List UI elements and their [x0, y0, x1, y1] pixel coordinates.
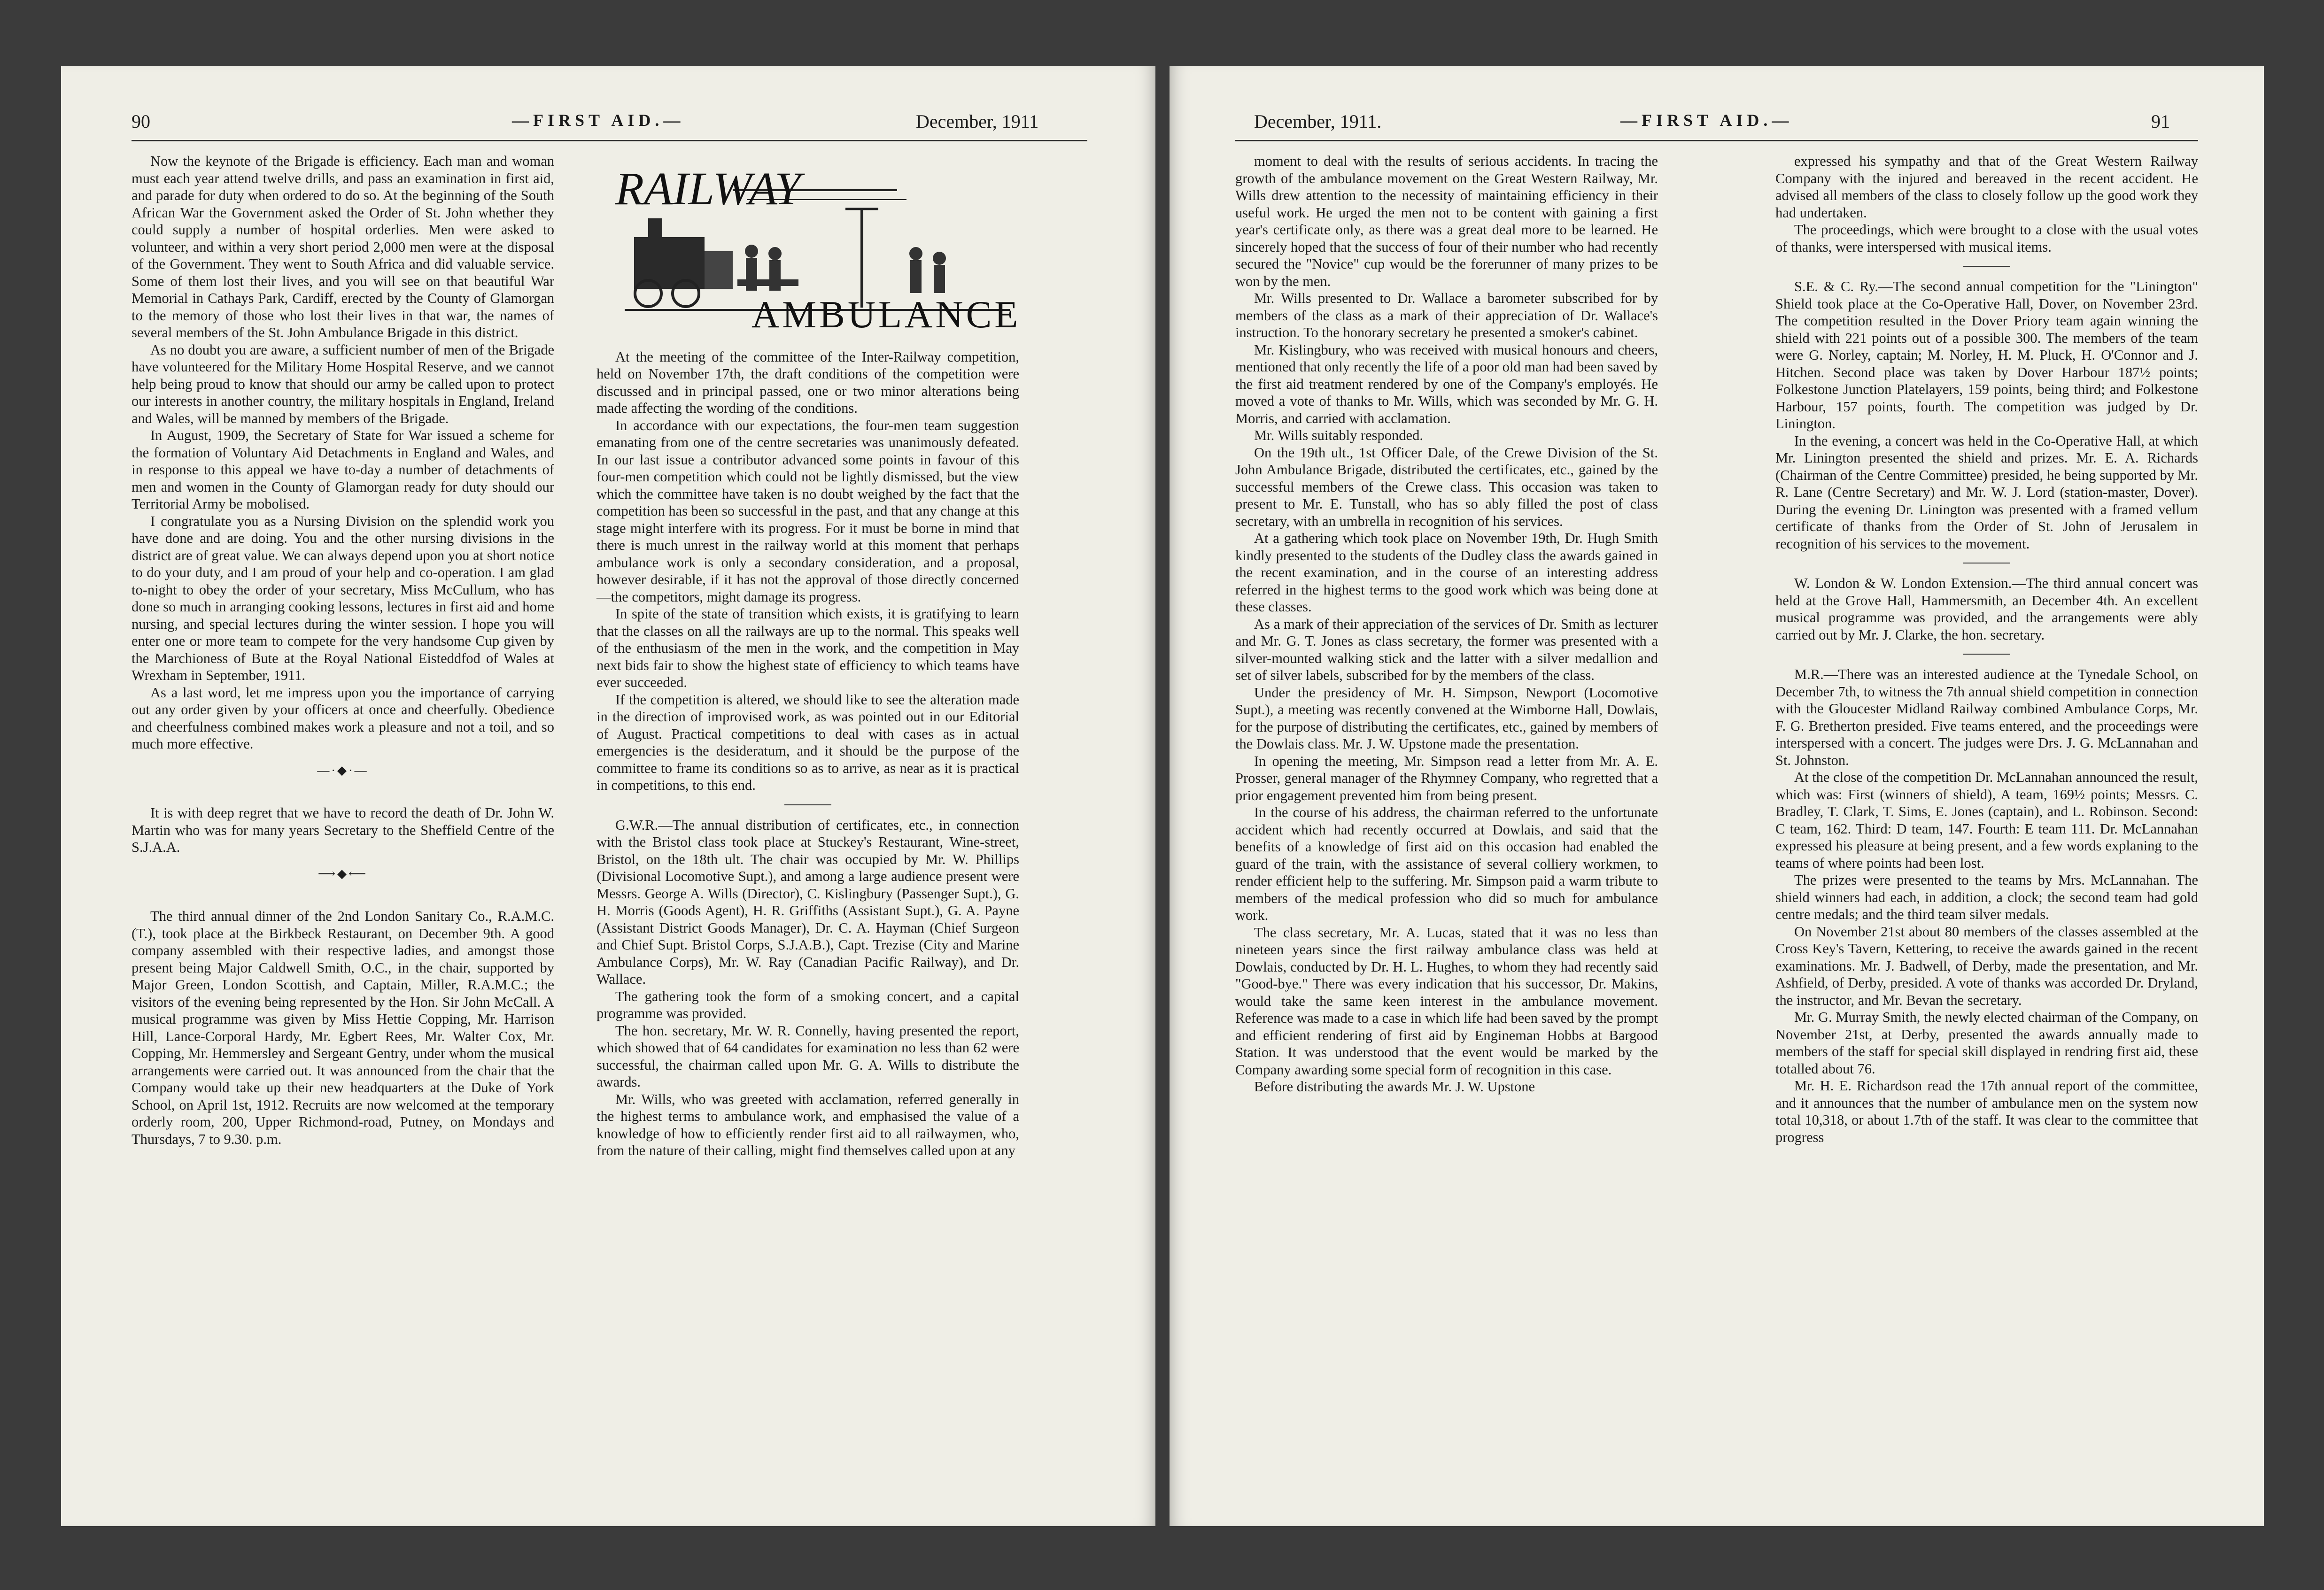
section-ornament: ⟶◆⟵: [318, 866, 368, 880]
railway-ambulance-banner: [596, 153, 1019, 340]
paragraph: I congratulate you as a Nursing Division on the splendid work you have done and are doing. You and the other nursing divisions in the district are of great value. We can always depend upon you at short notice to do your duty, and I am proud of your help and co-operation. I am glad to-night to obey the order of your secretary, Miss McCullum, who has done so much in arranging cooking lessons, lectures in first aid and home nursing, and special lectures during the winter session. I hope you will enter one or more team to compete for the very handsome Cup given by the Marchioness of Bute at the Royal National Eisteddfod of Wales at Wrexham in September, 1911.: [132, 513, 554, 683]
paragraph: W. London & W. London Extension.—The third annual concert was held at the Grove Hall, Hammersmith, an December 4th. An excellent musical programme was provided, and the arrangements were ably carried out by Mr. J. Clarke, the hon. secretary.: [1775, 575, 2198, 643]
paragraph: In the evening, a concert was held in the Co-Operative Hall, at which Mr. Linington presented the shield and prizes. Mr. E. A. Richards (Chairman of the Centre Committee) presided, he being supported by Mr. R. Lane (Centre Secretary) and Mr. W. J. Lord (station-master, Dover). During the evening Dr. Linington was presented with a framed vellum certificate of thanks from the Order of St. John of Jerusalem in recognition of his services to the movement.: [1775, 432, 2198, 552]
paragraph: The third annual dinner of the 2nd London Sanitary Co., R.A.M.C.(T.), took place at the Birkbeck Restaurant, on December 9th. A good company assembled with their respective ladies, and amongst those present being Major Caldwell Smith, O.C., in the chair, supported by Major Green, London Scottish, and Captain, Miller, R.A.M.C.; the visitors of the evening being represented by the Hon. Sir John McCall. A musical programme was given by Miss Hettie Copping, Mr. Harrison Hill, Lance-Corporal Hardy, Mr. Egbert Rees, Mr. Walter Cox, Mr. Copping, Mr. Hemmersley and Sergeant Gentry, under whom the musical arrangements were carried out. It was announced from the chair that the Company would take up their new headquarters at the Duke of York School, on April 1st, 1912. Recruits are now welcomed at the temporary orderly room, 200, Upper Richmond-road, Putney, on Mondays and Thursdays, 7 to 9.30. p.m.: [132, 908, 554, 1147]
header-rule: [1235, 140, 2198, 141]
paragraph: The gathering took the form of a smoking concert, and a capital programme was provided.: [596, 988, 1019, 1021]
banner-title-railway: RAILWAY: [615, 162, 801, 215]
right-column-1: [1235, 153, 1658, 1096]
right-column-2: [1775, 153, 2198, 1146]
paragraph: The hon. secretary, Mr. W. R. Connelly, having presented the report, which showed that of 64 candidates for examination no less than 62 were successful, the chairman called upon Mr. G. A. Wills to distribute the awards.: [596, 1022, 1019, 1090]
issue-date: December, 1911: [916, 111, 1039, 132]
section-divider: [1963, 266, 2010, 267]
paragraph: Mr. Wills suitably responded.: [1254, 427, 1423, 443]
page-number: 91: [2151, 111, 2170, 132]
paragraph: It is with deep regret that we have to record the death of Dr. John W. Martin who was for many years Secretary to the Sheffield Centre of the S.J.A.A.: [132, 805, 554, 855]
paragraph: In accordance with our expectations, the four-men team suggestion emanating from one of the centre secretaries was unanimously defeated. In our last issue a contributor advanced some points in favour of this four-men competition which could not be lightly dismissed, but the view which the committee have taken is no doubt weighed by the fact that the competition has been so successful in the past, and that any change at this stage might interfere with its progress. For it must be borne in mind that there is much unrest in the railway world at this moment that perhaps ambulance work is only a secondary consideration, and a proposal, however desirable, if it has not the approval of those directly concerned—the competitors, might damage its progress.: [596, 417, 1019, 605]
paragraph: G.W.R.—The annual distribution of certificates, etc., in connection with the Bristol class took place at Stuckey's Restaurant, Wine-street, Bristol, on the 18th ult. The chair was occupied by Mr. W. Phillips (Divisional Locomotive Supt.), and among a large audience present were Messrs. George A. Wills (Director), C. Kislingbury (Passenger Supt.), G. H. Morris (Goods Agent), H. R. Griffiths (Assistant Supt.), G. A. Payne (Assistant District Goods Manager), Dr. C. A. Hayman (Chief Surgeon and Chief Supt. Bristol Corps, S.J.A.B.), Capt. Trezise (City and Marine Ambulance Corps), Mr. W. Ray (Canadian Pacific Railway), and Dr. Wallace.: [596, 817, 1019, 987]
right-page-header: [1170, 110, 2264, 139]
header-rule: [132, 140, 1087, 141]
paragraph: If the competition is altered, we should like to see the alteration made in the direction of improvised work, as was pointed out in our Editorial of August. Practical competitions to deal with cases as in actual emergencies is the desideratum, and it should be the purpose of the committee to frame its conditions so as to arrive, as near as it is practical in competitions, to this end.: [596, 691, 1019, 793]
section-ornament: —·◆·—: [317, 763, 369, 777]
running-title: —FIRST AID.—: [1620, 111, 1793, 130]
section-divider: [1963, 654, 2010, 655]
paragraph: As a last word, let me impress upon you the importance of carrying out any order given by your officers at once and cheerfully. Obedience and cheerfulness combined makes work a pleasure and not a toil, and so much more effective.: [132, 684, 554, 752]
paragraph: At the close of the competition Dr. McLannahan announced the result, which was: First (winners of shield), A team, 169½ points; Messrs. C. Bradley, T. Clark, T. Sims, E. Jones (captain), and L. Robinson. Second: C team, 162. Third: D team, 147. Fourth: E team 111. Dr. McLannahan expressed his pleasure at being present, and a few words explaning to the teams of where points had been lost.: [1775, 769, 2198, 871]
left-page: [61, 66, 1155, 1526]
paragraph: In opening the meeting, Mr. Simpson read a letter from Mr. A. E. Prosser, general manager of the Rhymney Company, who regretted that a prior engagement prevented him from being present.: [1235, 753, 1658, 803]
left-column-1: [132, 153, 554, 1148]
paragraph: Mr. Wills presented to Dr. Wallace a barometer subscribed for by members of the class as a mark of their appreciation of Dr. Wallace's instruction. To the honorary secretary he presented a smoker's cabinet.: [1235, 290, 1658, 340]
paragraph: At the meeting of the committee of the Inter-Railway competition, held on November 17th, the draft conditions of the competition were discussed and in principal passed, one or two minor alterations being made affecting the wording of the conditions.: [596, 348, 1019, 416]
page-number: 90: [132, 111, 150, 132]
paragraph: Mr. Kislingbury, who was received with musical honours and cheers, mentioned that only recently the life of a poor old man had been saved by the first aid treatment rendered by one of the Company's employés. He moved a vote of thanks to Mr. Wills, which was seconded by Mr. G. H. Morris, and carried with acclamation.: [1235, 341, 1658, 426]
paragraph: On November 21st about 80 members of the classes assembled at the Cross Key's Tavern, Kettering, to receive the awards gained in the recent examinations. Mr. J. Badwell, of Derby, made the presentation, and Mr. Ashfield, of Derby, presided. A vote of thanks was accorded Dr. Dryland, the instructor, and Mr. Bevan the secretary.: [1775, 923, 2198, 1008]
paragraph: On the 19th ult., 1st Officer Dale, of the Crewe Division of the St. John Ambulance Brigade, distributed the certificates, etc., gained by the successful members of the Crewe class. This occasion was taken to present to Mr. E. Tunstall, who has so ably filled the post of class secretary, with an umbrella in recognition of his services.: [1235, 444, 1658, 529]
paragraph: The proceedings, which were brought to a close with the usual votes of thanks, were interspersed with musical items.: [1775, 222, 2198, 255]
paragraph: Mr. G. Murray Smith, the newly elected chairman of the Company, on November 21st, at Derby, presented the awards annually made to members of the staff for special skill displayed in rendring first aid, these totalled about 76.: [1775, 1009, 2198, 1077]
paragraph: Now the keynote of the Brigade is efficiency. Each man and woman must each year attend twelve drills, and pass an examination in first aid, and parade for duty when ordered to do so. At the beginning of the South African War the Government asked the Order of St. John whether they could supply a number of hospital orderlies. Men were asked to volunteer, and within a very short period 2,000 men were at the disposal of the Government. They went to South Africa and did valuable service. Some of them lost their lives, and you will see on that beautiful War Memorial in Cathays Park, Cardiff, erected by the County of Glamorgan to the memory of those who lost their lives in that war, the names of several members of the St. John Ambulance Brigade in this district.: [132, 153, 554, 340]
paragraph: moment to deal with the results of serious accidents. In tracing the growth of the ambulance movement on the Great Western Railway, Mr. Wills drew attention to the necessity of maintaining efficiency in their useful work. He urged the men not to be content with gaining a first year's certificate only, as there was a great deal more to be learned. He sincerely hoped that the success of four of their number who had recently secured the "Novice" cup would be the forerunner of many prizes to be won by the men.: [1235, 153, 1658, 289]
section-divider: [784, 804, 831, 805]
paragraph: M.R.—There was an interested audience at the Tynedale School, on December 7th, to witness the 7th annual shield competition in connection with the Gloucester Midland Railway combined Ambulance Corps, Mr. F. G. Bretherton presided. Five teams entered, and the proceedings were interspersed with a concert. The judges were Drs. J. G. McLannahan and St. Johnston.: [1775, 666, 2198, 768]
paragraph: In spite of the state of transition which exists, it is gratifying to learn that the classes on all the railways are up to the normal. This speaks well of the enthusiasm of the men in the work, and the competition in May next bids fair to show the highest state of efficiency to which teams have ever succeeded.: [596, 606, 1019, 690]
paragraph: S.E. & C. Ry.—The second annual competition for the "Linington" Shield took place at the Co-Operative Hall, Dover, on November 23rd. The competition resulted in the Dover Priory team again winning the shield with 221 points out of a possible 300. The members of the team were G. Norley, captain; M. Norley, H. M. Pluck, H. O'Connor and J. Hitchen. Second place was taken by Dover Harbour 187½ points; Folkestone Junction Platelayers, 159 points, being third; and Folkestone Harbour, 157 points, fourth. The competition was judged by Dr. Linington.: [1775, 278, 2198, 432]
paragraph: The prizes were presented to the teams by Mrs. McLannahan. The shield winners had each, in addition, a clock; the second team had gold centre medals; and the third team silver medals.: [1775, 872, 2198, 922]
paragraph: expressed his sympathy and that of the Great Western Railway Company with the injured and bereaved in the recent accident. He advised all members of the class to closely follow up the good work they had undertaken.: [1775, 153, 2198, 221]
paragraph: In the course of his address, the chairman referred to the unfortunate accident which had recently occurred at Dowlais, and said that the benefits of a knowledge of first aid on this occasion had enabled the guard of the train, with the assistance of several colliery workmen, to render efficient help to the suffering. Mr. Simpson paid a warm tribute to members of the medical profession who did so much for ambulance work.: [1235, 804, 1658, 923]
paragraph: Under the presidency of Mr. H. Simpson, Newport (Locomotive Supt.), a meeting was recently convened at the Wimborne Hall, Dowlais, for the purpose of distributing the certificates, etc., gained by members of the Dowlais class. Mr. J. W. Upstone made the presentation.: [1235, 684, 1658, 752]
right-page: [1170, 66, 2264, 1526]
left-column-2: [596, 153, 1019, 1159]
paragraph: Mr. Wills, who was greeted with acclamation, referred generally in the highest terms to ambulance work, and emphasised the value of a knowledge of how to efficiently render first aid to all railwaymen, who, from the nature of their calling, might find themselves called upon at any: [596, 1091, 1019, 1158]
banner-title-ambulance: AMBULANCE: [751, 293, 1019, 336]
paragraph: In August, 1909, the Secretary of State for War issued a scheme for the formation of Voluntary Aid Detachments in England and Wales, and in response to this appeal we have to-day a number of detachments of men and women in the County of Glamorgan ready for duty should our Territorial Army be mobolised.: [132, 427, 554, 512]
paragraph: As no doubt you are aware, a sufficient number of men of the Brigade have volunteered for the Military Home Hospital Reserve, and we cannot help being proud to know that should our army be called upon to protect our interests in another country, the military hospitals in England, Ireland and Wales, will be manned by members of the Brigade.: [132, 341, 554, 426]
left-page-header: [61, 110, 1155, 139]
paragraph: At a gathering which took place on November 19th, Dr. Hugh Smith kindly presented to the students of the Dudley class the awards gained in the recent examination, and in the course of an interesting address referred in the highest terms to the good work which was being done at these classes.: [1235, 530, 1658, 615]
running-title: —FIRST AID.—: [512, 111, 685, 130]
paragraph: As a mark of their appreciation of the services of Dr. Smith as lecturer and Mr. G. T. Jones as class secretary, the former was presented with a silver-mounted walking stick and the latter with a silver medallion and set of silver labels, subscribed for by the members of the class.: [1235, 616, 1658, 683]
issue-date: December, 1911.: [1254, 111, 1382, 132]
paragraph: Before distributing the awards Mr. J. W. Upstone: [1254, 1079, 1535, 1095]
paragraph: Mr. H. E. Richardson read the 17th annual report of the committee, and it announces that the number of ambulance men on the system now total 10,318, or about 1.7th of the staff. It was clear to the committee that progress: [1775, 1078, 2198, 1145]
paragraph: The class secretary, Mr. A. Lucas, stated that it was no less than nineteen years since the first railway ambulance class was held at Dowlais, conducted by Dr. H. L. Hughes, to whom they had recently said "Good-bye." There was every indication that his successor, Dr. Makins, would take the same keen interest in the ambulance movement. Reference was made to a case in which life had been saved by the prompt and efficient rendering of first aid by Engineman Hobbs at Bargood Station. It was understood that the event would be marked by the Company awarding some special form of recognition in this case.: [1235, 924, 1658, 1078]
